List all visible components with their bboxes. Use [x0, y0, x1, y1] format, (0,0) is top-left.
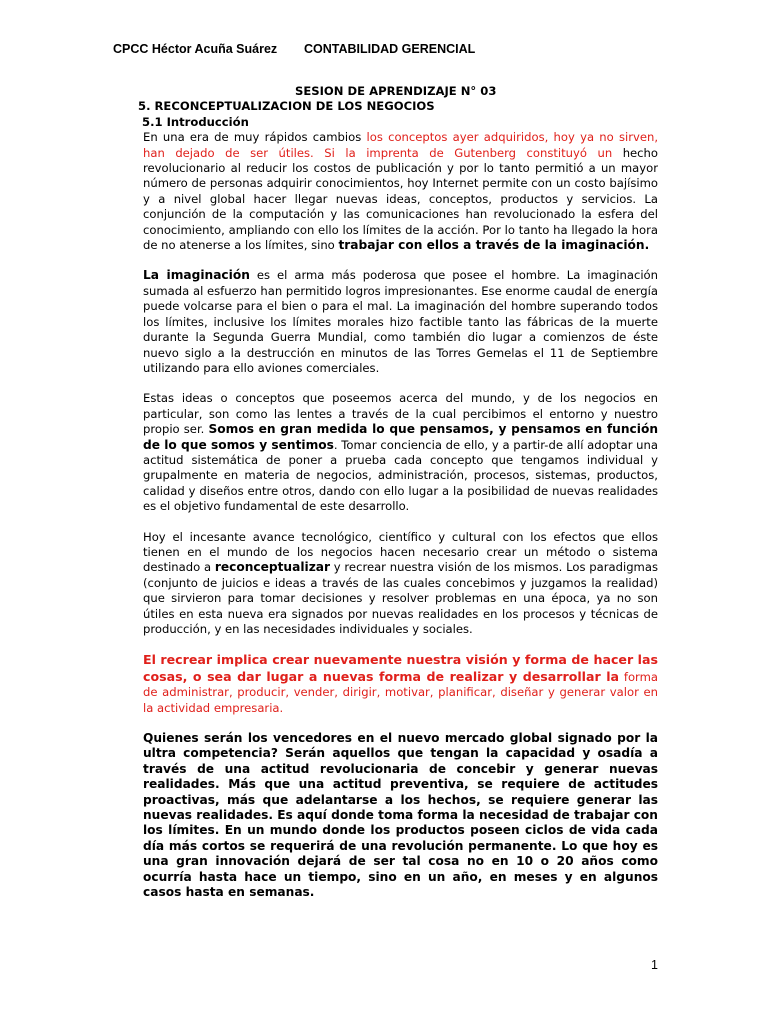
paragraph-ideas [143, 391, 658, 514]
paragraph-avance-text-a: Hoy el incesante avance tecnológico, científico y cultural con los efectos que ellos tienen en el mundo de los negocios hacen necesario crear un método o sistema destinado a [143, 529, 658, 575]
paragraph-avance [143, 530, 658, 638]
paragraph-intro-highlight: los conceptos ayer adquiridos, hoy ya no sirven, han dejado de ser útiles. Si la imprenta de Gutenberg constituyó un [143, 130, 658, 160]
paragraph-imaginacion-bold: La imaginación [143, 268, 250, 283]
paragraph-vencedores: Quienes serán los vencedores en el nuevo mercado global signado por la ultra competencia? Serán aquellos que tengan la capacidad y osadía a través de una actitud revolucionaria de concebir y generar nuevas realidades. Más que una actitud preventiva, se requiere de actitudes proactivas, más que adelantarse a los hechos, se requiere generar las nuevas realidades. Es aquí donde toma forma la necesidad de trabajar con los límites. En un mundo donde los productos poseen ciclos de vida cada día más cortos se requerirá de una revolución permanente. Lo que hoy es una gran innovación dejará de ser tal cosa no en 10 o 20 años como ocurría hasta hace un tiempo, sino en un año, en meses y en algunos casos hasta en semanas. [143, 731, 658, 900]
paragraph-intro-text-a: En una era de muy rápidos cambios [143, 130, 367, 145]
paragraph-intro-text-c: hecho revolucionario al reducir los costos de publicación y por lo tanto permitió a un mayor número de personas adquirir conocimientos, hoy Internet permite con un costo bajísimo y a nivel global hacer llegar nuevas ideas, conceptos, productos y servicios. La conjunción de la computación y las comunicaciones han revolucionado la esfera del conocimiento, ampliando con ello los límites de la acción. Por lo tanto ha llegado la hora de no atenerse a los límites, sino [143, 145, 658, 253]
paragraph-intro [143, 130, 658, 253]
page-number: 1 [651, 958, 658, 972]
paragraph-recrear-text: forma de administrar, producir, vender, dirigir, motivar, planificar, diseñar y generar valor en la actividad empresaria. [143, 669, 658, 715]
paragraph-imaginacion-text: es el arma más poderosa que posee el hombre. La imaginación sumada al esfuerzo han permitido logros impresionantes. Ese enorme caudal de energía puede volcarse para el bien o para el mal. La imaginación del hombre superando todos los límites, inclusive los límites morales hizo factible tanto las fábricas de la muerte durante la Segunda Guerra Mundial, como también dio lugar a comienzos de éste nuevo siglo a la destrucción en minutos de las Torres Gemelas el 11 de Septiembre utilizando para ello aviones comerciales. [143, 268, 658, 375]
paragraph-imaginacion [143, 268, 658, 376]
paragraph-avance-bold: reconceptualizar [214, 560, 331, 575]
paragraph-ideas-text-a: Estas ideas o conceptos que poseemos acerca del mundo, y de los negocios en particular, son como las lentes a través de la cual percibimos el entorno y nuestro propio ser. [143, 391, 658, 437]
document-body [138, 84, 658, 901]
session-title: SESION DE APRENDIZAJE N° 03 [295, 84, 497, 98]
paragraph-recrear [143, 652, 658, 716]
paragraph-intro-bold: trabajar con ellos a través de la imaginación. [338, 238, 650, 253]
paragraph-ideas-text-c: . Tomar conciencia de ello, y a partir-de allí adoptar una actitud sistemática de poner a prueba cada concepto que tengamos individual y grupalmente en materia de negocios, administración, procesos, sistemas, productos, calidad y diseños entre otros, dando con ello lugar a la posibilidad de nuevas realidades es el objetivo fundamental de este desarrollo. [143, 437, 658, 514]
paragraph-ideas-bold: Somos en gran medida lo que pensamos, y pensamos en función de lo que somos y sentimos [143, 422, 658, 452]
header-author: CPCC Héctor Acuña Suárez [113, 42, 278, 56]
subsection-title: 5.1 Introducción [142, 114, 249, 129]
section-title: 5. RECONCEPTUALIZACION DE LOS NEGOCIOS [138, 99, 435, 114]
paragraph-recrear-bold: El recrear implica crear nuevamente nuestra visión y forma de hacer las cosas, o sea dar lugar a nuevas forma de realizar y desarrollar la [143, 652, 658, 684]
paragraph-avance-text-c: y recrear nuestra visión de los mismos. Los paradigmas (conjunto de juicios e ideas a través de las cuales concebimos y juzgamos la realidad) que sirvieron para tomar decisiones y resolver problemas en una época, ya no son útiles en esta nueva era signados por nuevas realidades en los procesos y técnicas de producción, y en las necesidades individuales y sociales. [143, 560, 658, 636]
header-subject: CONTABILIDAD GERENCIAL [304, 42, 476, 56]
